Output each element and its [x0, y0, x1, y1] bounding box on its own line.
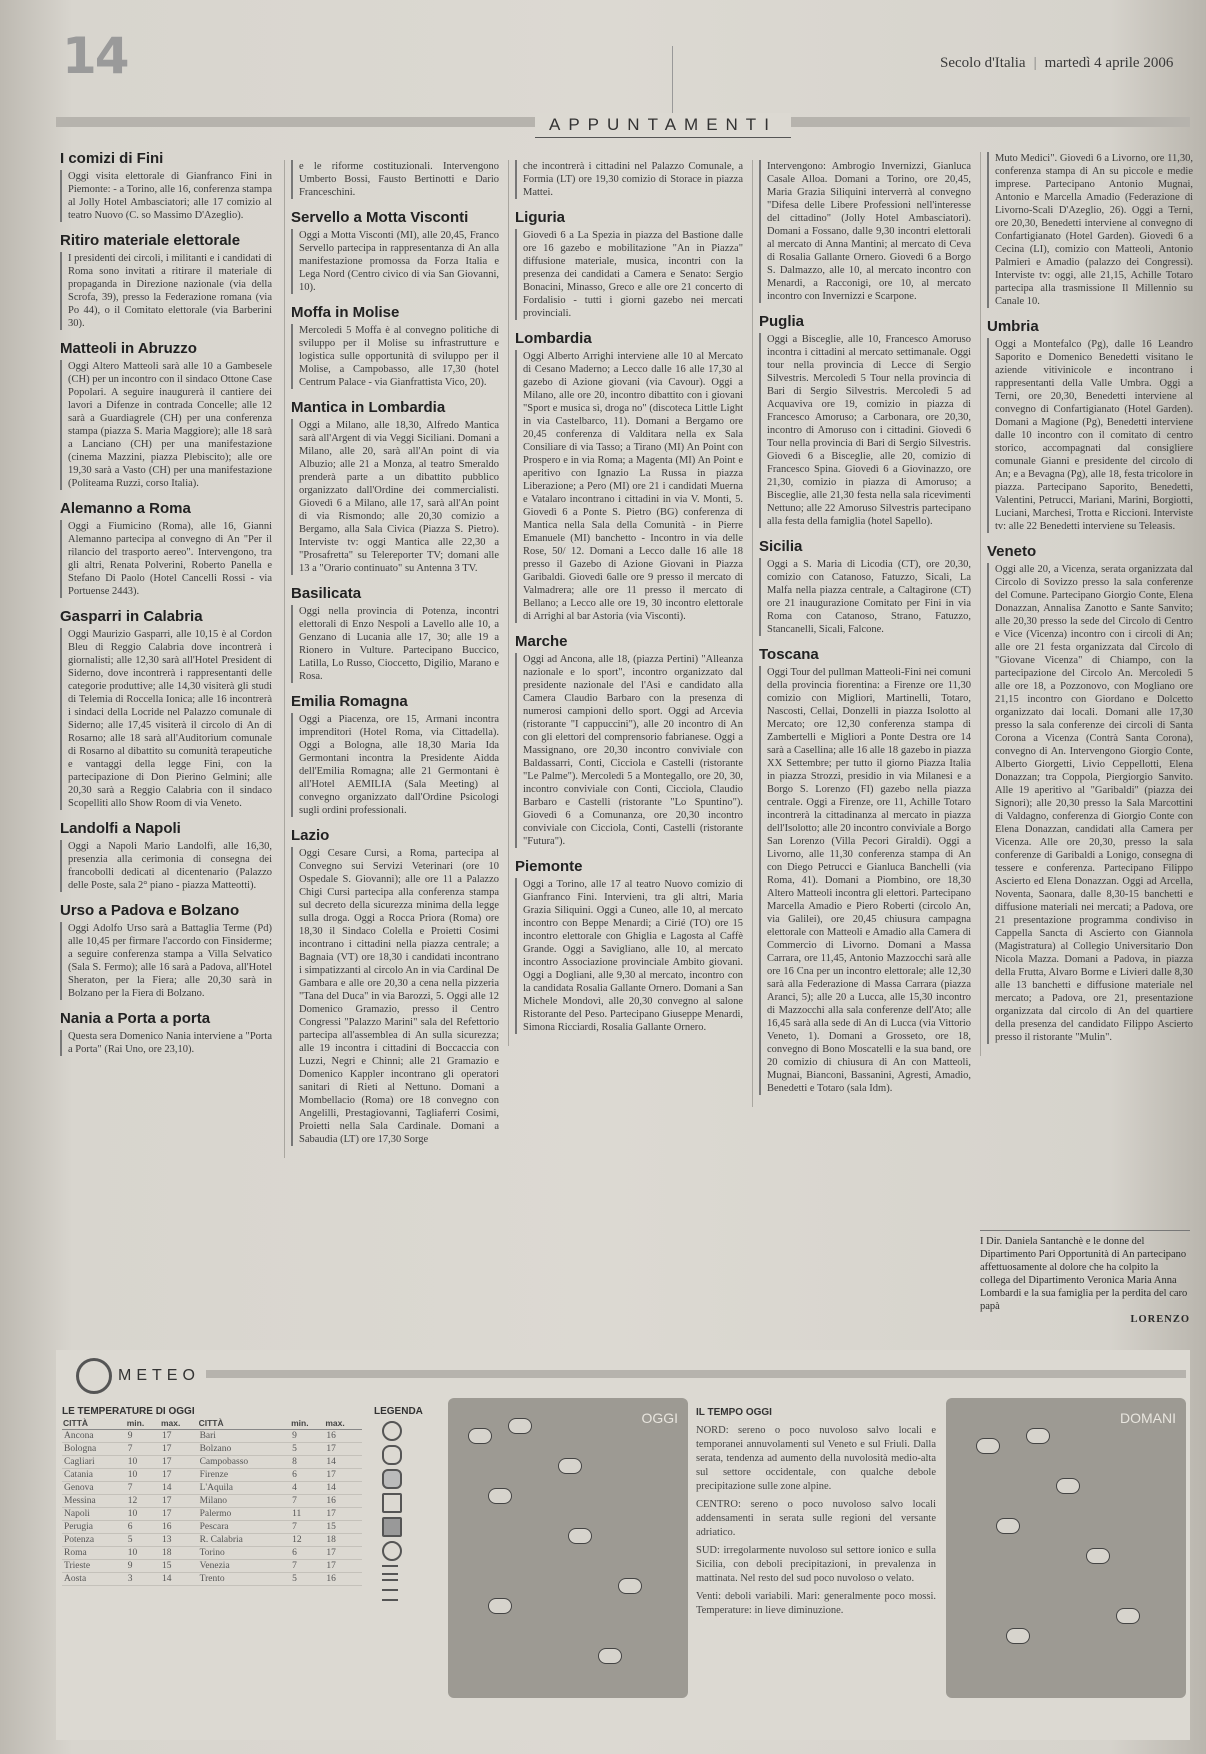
cloud-icon [488, 1488, 512, 1504]
story [515, 332, 743, 623]
story-title: Matteoli in Abruzzo [60, 340, 197, 357]
story-body: Oggi nella provincia di Potenza, incontri elettorali di Enzo Nespoli a Lavello alle 10, a Genzano di Lucania alle 17, 30; alle 19 a Rionero in Vulture. Partecipano Buccico, Latilla, Lo Russo, Cioccetto, Digilio, Marano e Rosa. [291, 605, 499, 683]
table-row [62, 1560, 362, 1573]
table-cell: 17 [324, 1508, 362, 1521]
story-body: Oggi a Montefalco (Pg), dalle 16 Leandro Saporito e Domenico Benedetti visitano le aziende vitivinicole e incontrano i rappresentanti della Valle Umbra. Oggi a Terni, ore 20,30, Benedetti interviene al convegno di Confartigianato (Hotel Garden). Domani a Magione (Pg), Benedetti interviene dalle 10 incontro con il comitato di centro storico, accompagnati dal consigliere comunale Gianni e presidente del circolo di An; e a Bevagna (Pg), alle 18, festa tricolore in piazza. Partecipano Saporito, Benedetti, Valentini, Petrucci, Mariani, Marini, Borgiotti, Luciani, Marchesi, Trotta e Riccioni. Interviste tv: alle 22 Benedetti interviene su Teleasis. [987, 338, 1193, 533]
story [60, 822, 272, 892]
table-cell: 12 [126, 1495, 160, 1508]
table-cell: Bari [198, 1430, 290, 1443]
story [60, 1012, 272, 1056]
story [987, 152, 1193, 308]
story [60, 234, 272, 330]
table-cell: 13 [160, 1534, 198, 1547]
temperature-header-cell: min. [290, 1417, 324, 1430]
story-title: Servello a Motta Visconti [291, 209, 469, 226]
forecast-paragraph: CENTRO: sereno o poco nuvoloso salvo locali addensamenti in serata sulle regioni del versante adriatico. [696, 1499, 936, 1538]
table-cell: R. Calabria [198, 1534, 290, 1547]
table-cell: 10 [126, 1547, 160, 1560]
table-cell: Firenze [198, 1469, 290, 1482]
story-title: Marche [515, 633, 568, 650]
forecast-paragraph: NORD: sereno o poco nuvoloso salvo locali e temporanei annuvolamenti sul Veneto e sul Friuli. Dalla serata, tendenza ad aumento della nuvolosità medio-alta sul settore occidentale, con qualche debole precipitazione sulle zone alpine. [696, 1425, 936, 1492]
table-cell: Potenza [62, 1534, 126, 1547]
cloud-icon [382, 1469, 402, 1489]
table-cell: 17 [324, 1560, 362, 1573]
table-cell: L'Aquila [198, 1482, 290, 1495]
table-cell: Aosta [62, 1573, 126, 1586]
table-cell: 17 [160, 1430, 198, 1443]
table-row [62, 1521, 362, 1534]
story-title: Toscana [759, 646, 819, 663]
table-cell: 15 [324, 1521, 362, 1534]
story [291, 829, 499, 1146]
story-title: Liguria [515, 209, 566, 226]
story-title: Moffa in Molise [291, 304, 400, 321]
temperature-header-cell: CITTÀ [62, 1417, 126, 1430]
table-cell: Torino [198, 1547, 290, 1560]
temperature-table [62, 1406, 362, 1586]
table-cell: Trento [198, 1573, 290, 1586]
story-body: Oggi Tour del pullman Matteoli-Fini nei comuni della provincia fiorentina: a Firenze ore 11,30 comizio con Migliori, Martinelli, Totaro, Nascosti, Cellai, Donzelli in piazza Isolotto al Mercato; ore 12,30 conferenza stampa di Zambertelli e Migliori a Ponte Destra ore 14 sarà a Casellina; alle 16 alle 18 gazebo in piazza XX Settembre; per tutto il giorno Piazza Italia in piazza Strozzi, presidio in via Milanesi e a Borgo S. Lorenzo (FI) gazebo nella piazza centrale. Oggi a Firenze, ore 11, Achille Totaro incontrerà la cittadinanza al mercato in piazza dell'Isolotto; alle 20 incontro conviviale a Borgo San Lorenzo (Villa Pecori Giraldi). Oggi a Livorno, alle 11,30 conferenza stampa di An con Diego Petrucci e Gianluca Banchelli (via Roma, 41). Domani a Piombino, ore 18,30 Altero Matteoli incontra gli elettori. Partecipano Marcella Amadio e Piero Roberti (circolo An, via Galilei), ore 20,45 chiusura campagna elettorale con Matteoli e Amadio alla Camera di Commercio di Livorno. Domani a Massa Carrara, ore 11,45, Antonio Mazzocchi sarà alle ore 16 Cna per un incontro elettorale; alle 12,30 sarà alla Federazione di Massa Carrara (piazza Aranci, 5); alle 20 a Lucca, alle 15,30 incontro di Mazzocchi alla sala conferenze dell'Ato; alle 16,45 sarà alla sede di An di Lucca (via Vittorio Veneto, 1). Domani a Grosseto, ore 18, convegno di Bono Moscatelli e la sua band, ore 20 comizio di chiusura di An con Matteoli, Mugnai, Bianconi, Bassanini, Agresti, Amadio, Benedetti e Totaro (sala Idm). [759, 666, 971, 1095]
table-cell: Napoli [62, 1508, 126, 1521]
table-cell: 6 [290, 1547, 324, 1560]
story-body: Oggi a Milano, alle 18,30, Alfredo Mantica sarà all'Argent di via Veggi Siciliani. Domani a Milano, alle 20, sarà all'An point di via Albuzio; alle 21 a Monza, al teatro Smeraldo prenderà parte a un dibattito pubblico organizzato dall'Ordine dei commercialisti. Giovedì 6 a Milano, alle 17, sarà all'An point di via Rismondo; alle 20,30 comizio a Bergamo, alla Sala Civica (Piazza S. Pietro). Interviste tv: oggi Mantica alle 22,30 a "Prosafretta" su Telereporter TV; domani alle 13 a "Orario continuato" su Antenna 3 TV. [291, 419, 499, 575]
table-cell: Bologna [62, 1443, 126, 1456]
story-title: Mantica in Lombardia [291, 399, 446, 416]
weather-map-tomorrow [946, 1398, 1186, 1698]
sun-icon [568, 1528, 592, 1544]
table-cell: 7 [126, 1443, 160, 1456]
story-body: che incontrerà i cittadini nel Palazzo Comunale, a Formia (LT) ore 19,30 comizio di Storace in piazza Mattei. [515, 160, 743, 199]
cloud-icon [1006, 1628, 1030, 1644]
story-body: Oggi alle 20, a Vicenza, serata organizzata dal Circolo di Sovizzo presso la sala conferenze del Comune. Partecipano Giorgio Conte, Elena Donazzan, Annalisa Zanotto e Sante Sanvito; alle 20,30 presso la sede del Circolo di Centro e Vice (Vicenza) incontro con i circoli di An; alle ore 21 festa organizzata dal Circolo di "Giovane Vicenza" di Chiampo, con la partecipazione del Circolo An. Mercoledì 5 alle ore 18, a Pozzonovo, con Mogliano ore 21,15 incontro con Giordano e Dolcetto organizzato dai locali. Domani alle 17,30 presso la sala conferenze dei circoli di Santa Corona a Vicenza (Contrà Santa Corona), convegno di An. Intervengono Giorgio Conte, Alberto Giorgetti, Livio Ceppellotti, Elena Donazzan; tra Coppola, Piergiorgio Sanvito. Alle 19 aperitivo al "Garibaldi" (piazza dei Signori); alle 20,30 presso la Sala Marcottini di Valdagno, conferenza di Giorgio Conte con Elena Donazzan, candidati alla Camera per Vicenza. Alle ore 20,30, presso la sala conferenze di Garibaldi a Lonigo, consegna di tessere e conferenza. Partecipano Filippo Ascierto ed Elena Donazzan. Oggi ad Arcella, Noventa, Saonara, dalle 8,30-15 banchetti e diffusione materiali nei mercati; a Padova, ore 21 presentazione programma condiviso in Cappella Sancta di Ascierto con Giannola (Magistratura) al Collegio Universitario Don Nicola Mazza. Domani a Padova, in piazza della Frutta, Alvaro Borme e Livieri dalle 8,30 alle 13 banchetti e diffusione materiale nel mercato; a Padova, ore 21, presentazione organizzata dal circolo di An del quartiere della presenza del candidato Filippo Ascierto presso il ristorante "Mulin". [987, 563, 1193, 1044]
weather-section [56, 1350, 1190, 1740]
table-cell: 8 [290, 1456, 324, 1469]
masthead-separator: | [1033, 55, 1037, 71]
story-body: Oggi a Napoli Mario Landolfi, alle 16,30, presenzia alla cerimonia di consegna dei francobolli dedicati al dicentenario (Palazzo delle Poste, sala 2° piano - piazza Matteotti). [60, 840, 272, 892]
table-cell: 5 [290, 1573, 324, 1586]
cloud-icon [468, 1428, 492, 1444]
story [291, 211, 499, 294]
table-cell: 9 [126, 1430, 160, 1443]
table-cell: 17 [160, 1495, 198, 1508]
table-cell: Perugia [62, 1521, 126, 1534]
story-body: Oggi a Piacenza, ore 15, Armani incontra imprenditori (Hotel Roma, via Cittadella). Oggi a Bologna, alle 18,30 Maria Ida Germontani incontra la Presidente Aidda dell'Emilia Romagna; alle 21 Germontani è all'Hotel AEMILIA (Sala Meeting) al convegno organizzato dall'Ordine Psicologi sugli ordini professionali. [291, 713, 499, 817]
story-title: Gasparri in Calabria [60, 608, 203, 625]
story-title: Veneto [987, 543, 1037, 560]
storm-icon [382, 1517, 402, 1537]
table-cell: 14 [160, 1573, 198, 1586]
story-body: Oggi a Torino, alle 17 al teatro Nuovo comizio di Gianfranco Fini. Intervieni, tra gli altri, Maria Grazia Siliquini. Oggi a Cuneo, alle 10, al mercato incontro con Beppe Menardi; a Cirié (TO) ore 15 incontro elettorale con Ghiglia e Lagosta al Caffè Grande. Oggi a Savigliano, alle 10, al mercato incontro Associazione provinciale Ambito giovani. Oggi a Dogliani, alle 9,30 al mercato, incontro con la candidata Rosalia Gallante Ornero. Domani a San Michele Mondovì, alle 20,30 convegno al salone Ristorante del Peso. Partecipano Giuseppe Menardi, Simona Ricciardi, Rosalia Gallante Ornero. [515, 878, 743, 1034]
table-row [62, 1547, 362, 1560]
temperature-grid [62, 1417, 362, 1586]
table-cell: 10 [126, 1456, 160, 1469]
story-body: e le riforme costituzionali. Intervengono Umberto Bossi, Fausto Bertinotti e Dario Franceschini. [291, 160, 499, 199]
table-cell: 17 [160, 1508, 198, 1521]
story [60, 342, 272, 490]
story [60, 904, 272, 1000]
story-body: Oggi Maurizio Gasparri, alle 10,15 è al Cordon Bleu di Reggio Calabria dove incontrerà i giornalisti; alle 12,30 sarà all'Hotel President di Siderno, dove incontrerà i rappresentanti delle categorie produttive; alle 14,30 visiterà gli studi di Telemia di Roccella Ionica; alle 16 incontrerà i sindaci della Locride nel Palazzo comunale di Siderno; alle 17,45 visiterà il circolo di An di Rosarno; alle 18 sarà all'Auditorium comunale di Rosarno al dibattito su comunità terapeutiche e vantaggi della legge Fini, con la partecipazione di Don Pierino Gelmini; alle 20,30 sarà a Reggio Calabria con il sindaco Scopelliti allo Show Room di via Veneto. [60, 628, 272, 810]
table-cell: 10 [126, 1469, 160, 1482]
table-row [62, 1508, 362, 1521]
temperature-header-cell: CITTÀ [198, 1417, 290, 1430]
story [759, 648, 971, 1095]
weather-forecast [696, 1406, 936, 1618]
table-cell: 17 [324, 1469, 362, 1482]
story-body: Oggi visita elettorale di Gianfranco Fini in Piemonte: - a Torino, alle 16, conferenza stampa al Jolly Hotel Ambasciatori; alle 17 comizio al teatro Nuovo (C. so Massimo D'Azeglio). [60, 170, 272, 222]
story [759, 540, 971, 636]
story-title: Piemonte [515, 858, 583, 875]
story-body: Oggi Altero Matteoli sarà alle 10 a Gambesele (CH) per un incontro con il sindaco Ottone Case Popolari. A seguire inaugurerà il cantiere dei lavori a Difenze in contrada Concelle; alle 12 sarà a Guardiagrele (CH) per una conferenza stampa (piazza S. Maria Maggiore); alle 18 sarà a Lanciano (CH) per una manifestazione (cinema Mazzini, piazza Plebiscito); alle ore 19,30 sarà a Vasto (CH) per una manifestazione (Politeama Ruzzi, corso Italia). [60, 360, 272, 490]
cloud-icon [1056, 1478, 1080, 1494]
page-number: 14 [62, 27, 128, 85]
forecast-paragraph: Venti: deboli variabili. Mari: generalmente poco mossi. Temperature: in lieve diminuzione. [696, 1591, 936, 1616]
story-title: Puglia [759, 313, 805, 330]
story-body: Oggi a S. Maria di Licodia (CT), ore 20,30, comizio con Catanoso, Fatuzzo, Sicali, La Malfa nella piazza centrale, a Caltagirone (CT) ore 21 inaugurazione Comitato per Fini in via Roma con Catanoso, Strano, Fatuzzo, Stancanelli, Sicali, Falcone. [759, 558, 971, 636]
story-body: Questa sera Domenico Nania interviene a "Porta a Porta" (Rai Uno, ore 23,10). [60, 1030, 272, 1056]
meteo-logo-text: METEO [118, 1367, 200, 1385]
story [291, 695, 499, 817]
story-title: I comizi di Fini [60, 150, 164, 167]
story-body: Muto Medici". Giovedì 6 a Livorno, ore 11,30, conferenza stampa di An su piccole e medie imprese. Partecipano Antonio Mugnai, Antonio e Marcella Amadio (Federazione di Livorno-Scali D'Azeglio, 26). Oggi a Terni, ore 20,30, Benedetti interviene al convegno di Confartigianato (Hotel Garden). Giovedì 6 a Cecina (LI), comizio con Matteoli, Antonio Palmieri e Amadio (palazzo dei Congressi). Interviste tv: oggi, alle 21,15, Achille Totaro partecipa alla trasmissione Il Millennio su Canale 10. [987, 152, 1193, 308]
cloud-icon [508, 1418, 532, 1434]
story-body: I presidenti dei circoli, i militanti e i candidati di Roma sono invitati a ritirare il materiale di propaganda in Direzione nazionale (via della Scrofa, 39), presso la Federazione romana (via Po 44), o il Comitato elettorale (via Barberini 30). [60, 252, 272, 330]
story [60, 610, 272, 810]
table-cell: 17 [160, 1443, 198, 1456]
story [515, 160, 743, 199]
table-cell: 16 [324, 1495, 362, 1508]
legend-title: LEGENDA [374, 1406, 423, 1417]
story-body: Oggi a Motta Visconti (MI), alle 20,45, Franco Servello partecipa in rappresentanza di An alla manifestazione promossa da Forza Italia e Lega Nord (Centro civico di via San Giovanni, 10). [291, 229, 499, 294]
temperature-body [62, 1430, 362, 1586]
story [987, 320, 1193, 533]
table-cell: Catania [62, 1469, 126, 1482]
weather-map-today [448, 1398, 688, 1698]
story-title: Lombardia [515, 330, 592, 347]
temperature-header-row [62, 1417, 362, 1430]
table-cell: 5 [126, 1534, 160, 1547]
story-title: Umbria [987, 318, 1039, 335]
snow-icon [382, 1541, 402, 1561]
story-title: Urso a Padova e Bolzano [60, 902, 240, 919]
table-cell: 10 [126, 1508, 160, 1521]
story [987, 545, 1193, 1044]
table-row [62, 1534, 362, 1547]
table-cell: Ancona [62, 1430, 126, 1443]
temperature-header-cell: max. [160, 1417, 198, 1430]
rain-icon [382, 1493, 402, 1513]
table-cell: Bolzano [198, 1443, 290, 1456]
table-cell: 9 [126, 1560, 160, 1573]
story-title: Nania a Porta a porta [60, 1010, 211, 1027]
table-cell: Venezia [198, 1560, 290, 1573]
column-4 [752, 160, 971, 1107]
story [291, 306, 499, 389]
story-title: Lazio [291, 827, 330, 844]
forecast-title: IL TEMPO OGGI [696, 1407, 772, 1418]
table-cell: 18 [160, 1547, 198, 1560]
sun-icon [558, 1458, 582, 1474]
partly-cloudy-icon [382, 1445, 402, 1465]
weather-legend [374, 1406, 444, 1605]
meteo-logo-icon [76, 1358, 112, 1394]
table-cell: 7 [290, 1560, 324, 1573]
map-label-tomorrow: DOMANI [1120, 1410, 1176, 1426]
story-title: Basilicata [291, 585, 362, 602]
sea-calm-icon [382, 1579, 398, 1585]
table-cell: 16 [160, 1521, 198, 1534]
temperature-header-cell: min. [126, 1417, 160, 1430]
story-body: Oggi Adolfo Urso sarà a Battaglia Terme (Pd) alle 10,45 per firmare l'accordo con Finsiderme; a seguire conferenza stampa a Villa Selvatico (Sala S. Fermo); alle 16 sarà a Padova, all'Hotel Sheraton, per la Fiera; alle 20,30 sarà in Bolzano per la Fiera di Bolzano. [60, 922, 272, 1000]
table-cell: Campobasso [198, 1456, 290, 1469]
table-cell: Pescara [198, 1521, 290, 1534]
story-body: Oggi ad Ancona, alle 18, (piazza Pertini) "Alleanza nazionale e lo sport", incontro organizzato dal presidente nazionale del l'Asi e candidato alla Camera Claudio Barbaro con la presenza di numerosi campioni dello sport. Oggi ad Arcevia (ristorante "I cappuccini"), alle 20 incontro di An con gli elettori del comprensorio fabrianese. Oggi a Massignano, ore 20,30 incontro conviviale con Baldassarri, Conti, Cicciola e Castelli (ristorante "Le Palme"). Mercoledì 5 a Montegallo, ore 20, 30, incontro conviviale con Conti, Cicciola, Claudio Barbaro e Castelli (ristorante "Lo Spuntino"). Giovedì 6 a Comunanza, ore 20,30 incontro conviviale con Cicciola, Conti, Castelli (ristorante "Futura"). [515, 653, 743, 848]
story-body: Oggi a Fiumicino (Roma), alle 16, Gianni Alemanno partecipa al convegno di An "Per il rilancio del trasporto aereo". Intervengono, tra gli altri, Renata Polverini, Roberto Panella e Stefano Di Paolo (Hotel Cancelli Rossi - via Portuense 2443). [60, 520, 272, 598]
table-cell: 4 [290, 1482, 324, 1495]
table-cell: 14 [324, 1482, 362, 1495]
temperature-header-cell: max. [324, 1417, 362, 1430]
column-2 [284, 160, 499, 1158]
story [291, 160, 499, 199]
cloud-icon [1086, 1548, 1110, 1564]
story-title: Sicilia [759, 538, 803, 555]
story-title: Landolfi a Napoli [60, 820, 181, 837]
story-body: Oggi a Bisceglie, alle 10, Francesco Amoruso incontra i cittadini al mercato settimanale. Oggi tour nella provincia di Lecce di Sergio Silvestris. Mercoledì 5 Tour nella provincia di Bari di Sergio Silvestris. Mercoledì 5 ad Acquaviva ore 19, comizio in piazza di Francesco Amoruso; a Carbonara, ore 20,30, incontro di Amoruso con i cittadini. Giovedì 6 Tour nella provincia di Bari di Sergio Silvestris. Giovedì 6 a Bisceglie, alle 20, comizio di Francesco Spina. Giovedì 6 a Giovinazzo, ore 21,30, comizio in piazza di Amoruso; a Bisceglie, alle 21,30 festa nella sala ricevimenti Nettuno; alle 22 Amoruso Silvestris partecipano alla festa della famiglia (hotel Sapello). [759, 333, 971, 528]
rain-icon [1116, 1608, 1140, 1624]
table-row [62, 1456, 362, 1469]
table-cell: Milano [198, 1495, 290, 1508]
table-cell: 6 [290, 1469, 324, 1482]
table-cell: 5 [290, 1443, 324, 1456]
weather-rule [206, 1370, 1186, 1378]
story [515, 635, 743, 848]
table-cell: 9 [290, 1430, 324, 1443]
column-5 [980, 152, 1193, 1056]
story-body: Intervengono: Ambrogio Invernizzi, Gianluca Casale Alloa. Domani a Torino, ore 20,45, Maria Grazia Siliquini interverrà al convegno "Difesa delle Libere Professioni nell'interesse del cittadino" (Jolly Hotel Ambasciatori). Domani a Fossano, dalle 9,30 incontri elettorali al mercato di Anna Mantini; al mercato di Ceva di Rosalia Gallante Ornero. Giovedì 6 a Borgo S. Dalmazzo, alle 10, al mercato incontro con Menardi, a Racconigi, ore 10, al mercato incontro con Invernizzi e Scarpone. [759, 160, 971, 303]
story-title: Emilia Romagna [291, 693, 408, 710]
table-cell: 17 [160, 1456, 198, 1469]
table-row [62, 1443, 362, 1456]
table-row [62, 1573, 362, 1586]
rain-icon [598, 1648, 622, 1664]
table-cell: 17 [160, 1469, 198, 1482]
death-notice-body: I Dir. Daniela Santanchè e le donne del Dipartimento Pari Opportunità di An partecipano affettuosamente al dolore che ha colpito la collega del Dipartimento Veronica Maria Anna Lombardi e la sua famiglia per la perdita del caro papà [980, 1236, 1188, 1312]
section-title: APPUNTAMENTI [535, 113, 791, 138]
newspaper-name: Secolo d'Italia [940, 55, 1026, 71]
table-cell: 11 [290, 1508, 324, 1521]
table-cell: 17 [324, 1547, 362, 1560]
cloud-icon [618, 1578, 642, 1594]
story [291, 401, 499, 575]
table-cell: Roma [62, 1547, 126, 1560]
table-row [62, 1430, 362, 1443]
table-cell: Palermo [198, 1508, 290, 1521]
story [759, 315, 971, 528]
table-cell: 3 [126, 1573, 160, 1586]
story-body: Oggi Alberto Arrighi interviene alle 10 al Mercato di Cesano Maderno; a Lecco dalle 16 alle 17,30 al gazebo di Azione giovani (via Cavour). Oggi a Milano, alle ore 20, incontro dibattito con i giovani "Sport e musica sì, droga no" (discoteca Little Light in via Castelbarco, 11). Domani a Bergamo ore 20,45 conferenza di Valditara nella ex Sala Consiliare di via Tasso; a Tirano (MI) An Point con Prospero e in via Roma; a Magenta (MI) An Point e aperitivo con Ignazio La Russa in piazza Liberazione; a Pero (MI) ore 21 i candidati Muerna e Vatalaro incontrano i cittadini in via V. Monti, 5. Giovedì 6 a Ponte S. Pietro (BG) conferenza di Mantica nella Sala della Comunità - in Pierre Emanuele (MI) banchetto - Incontro in via delle Rose, 50/ 12. Domani a Lecco dalle 16 alle 18 presso il Gazebo di Azione Giovani in Piazza Garibaldi. Giovedì 6alle ore 9 presso il mercato di Valmadrera; alle ore 11 presso il mercato di Bellano; a Lecco alle ore 19, 30 incontro elettorale di Arrighi al bar Astoria (via Visconti). [515, 350, 743, 623]
table-cell: 14 [160, 1482, 198, 1495]
story-title: Ritiro materiale elettorale [60, 232, 241, 249]
story [60, 152, 272, 222]
table-cell: Messina [62, 1495, 126, 1508]
table-cell: 14 [324, 1456, 362, 1469]
story-body: Mercoledì 5 Moffa è al convegno politiche di sviluppo per il Molise su infrastrutture e logistica sulle opportunità di sviluppo per il Molise, a Campobasso, alle 17,30 (hotel Centrum Palace - via Gianfrattista Vico, 20). [291, 324, 499, 389]
table-cell: 12 [290, 1534, 324, 1547]
table-cell: 6 [126, 1521, 160, 1534]
cloud-icon [976, 1438, 1000, 1454]
sea-rough-icon [382, 1589, 398, 1601]
table-cell: Cagliari [62, 1456, 126, 1469]
cloud-icon [488, 1598, 512, 1614]
story [515, 860, 743, 1034]
story-title: Alemanno a Roma [60, 500, 191, 517]
story-body: Oggi Cesare Cursi, a Roma, partecipa al Convegno sui Servizi Veterinari (ore 10 Ospedale S. Giovanni); alle ore 11 a Palazzo Chigi Cursi partecipa alla conferenza stampa sul decreto della sicurezza minima della legge sulla droga. Oggi a Rocca Priora (Roma) ore 18,30 il Sindaco Colella e Proietti Cosimi incontrano i cittadini nella piazza centrale; a Bagnaia (VT) ore 18,30 i candidati incontrano i simpatizzanti al circolo An in via Cardinal De Gambara e alle ore 20,30 a cena nella pizzeria "Tana del Duca" in via Barozzi, 5. Oggi alle 12 Domenico Gramazio, presso il Centro Congressi "Palazzo Marini" sala del Refettorio partecipa all'assemblea di An sulla sicurezza; alle 19 incontra i cittadini di Boccaccia con Luzzi, Negri e Chinni; alle 21 Gramazio e Domenico Kappler incontrano gli operatori sanitari di Rieti al Nettuno. Domani a Mombellacio (Roma) ore 18 convegno con Angelilli, Prestagiovanni, Tagliaferri Cosimi, Proietti nella Sala Cardinale. Domani a Sabaudia (LT) ore 17,30 Sorge [291, 847, 499, 1146]
table-cell: 7 [290, 1521, 324, 1534]
table-row [62, 1482, 362, 1495]
sun-icon [382, 1421, 402, 1441]
temperature-title: LE TEMPERATURE DI OGGI [62, 1406, 195, 1417]
story [60, 502, 272, 598]
table-cell: 7 [126, 1482, 160, 1495]
table-row [62, 1495, 362, 1508]
table-cell: 18 [324, 1534, 362, 1547]
table-cell: 17 [324, 1443, 362, 1456]
rain-icon [996, 1518, 1020, 1534]
story [759, 160, 971, 303]
issue-date: martedì 4 aprile 2006 [1044, 55, 1174, 71]
table-cell: 16 [324, 1430, 362, 1443]
cloud-icon [1026, 1428, 1050, 1444]
death-notice [980, 1230, 1190, 1326]
story [515, 211, 743, 320]
masthead [940, 55, 1173, 72]
column-1 [60, 152, 272, 1068]
story-body: Giovedì 6 a La Spezia in piazza del Bastione dalle ore 16 gazebo e mobilitazione "An in Piazza" diffusione materiale, musica, incontri con la presenza dei candidati a Camera e Senato: Sergio Bonacini, Minasso, Greco e alle ore 21 concerto di Fordalisio - tutti i giorni gazebo nei mercati provinciali. [515, 229, 743, 320]
table-row [62, 1469, 362, 1482]
table-cell: 15 [160, 1560, 198, 1573]
table-cell: Genova [62, 1482, 126, 1495]
map-label-today: OGGI [641, 1410, 678, 1426]
fold-line [672, 46, 673, 116]
table-cell: Trieste [62, 1560, 126, 1573]
story [291, 587, 499, 683]
table-cell: 7 [290, 1495, 324, 1508]
forecast-paragraph: SUD: irregolarmente nuvoloso sul settore ionico e sulla Sicilia, con deboli precipitazioni, in prevalenza in mattinata. Nel resto del sud poco nuvoloso o velato. [696, 1545, 936, 1584]
meteo-logo [76, 1358, 200, 1394]
column-3 [508, 160, 743, 1046]
table-cell: 16 [324, 1573, 362, 1586]
death-notice-signature: LORENZO [1130, 1314, 1190, 1325]
fog-icon [382, 1565, 398, 1575]
